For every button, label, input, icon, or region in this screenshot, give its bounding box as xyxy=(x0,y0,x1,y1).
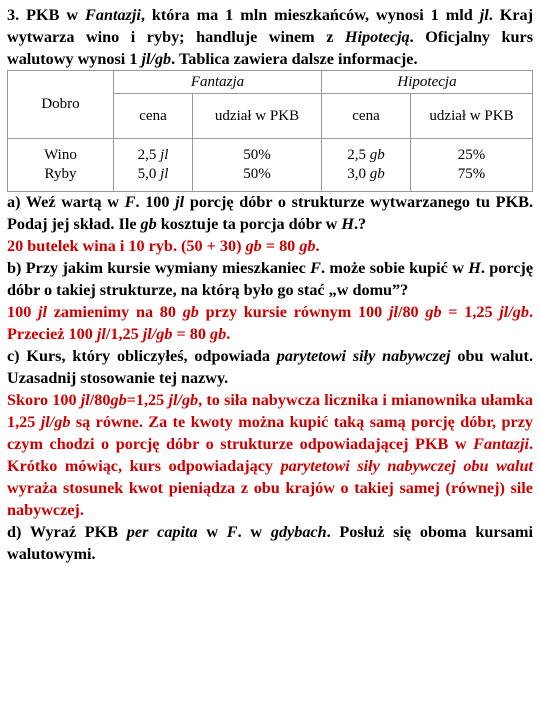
text-run: kosztuje ta porcja dóbr w xyxy=(156,215,342,233)
text-run: jl xyxy=(388,303,398,321)
good-name: Ryby xyxy=(44,166,77,182)
text-run: jl/gb xyxy=(142,325,173,343)
text-run: H xyxy=(341,215,354,233)
text-run: b) Przy jakim kursie wymiany mieszkaniec xyxy=(7,259,311,277)
text-run: Fantazji xyxy=(85,6,141,24)
text-run: Hipotecją xyxy=(344,28,410,46)
text-run: per capita xyxy=(126,523,198,541)
text-run: jl xyxy=(80,391,90,409)
text-run: gb xyxy=(182,303,199,321)
text-run: F xyxy=(226,523,238,541)
text-run: . Krótko mówiąc, kurs odpowiadający xyxy=(7,435,533,475)
question-paragraph xyxy=(7,521,533,565)
text-run: gb xyxy=(245,237,262,255)
goods-cell xyxy=(8,139,114,192)
shares-cell-2 xyxy=(411,139,533,192)
text-run: przy kursie równym 100 xyxy=(198,303,389,321)
text-run: . Kraj wytwarza wino i ryby; handluje winem z xyxy=(7,6,534,46)
text-run: . w xyxy=(237,523,271,541)
text-run: jl/gb xyxy=(499,303,529,321)
text-run: gb xyxy=(140,215,157,233)
text-run: jl/gb xyxy=(40,413,71,431)
text-run: wyraża stosunek kwot pieniądza z obu krajów o takiej samej (równej) sile nabywczej. xyxy=(7,479,533,519)
text-run: jl xyxy=(175,193,185,211)
share-value: 75% xyxy=(457,166,486,182)
document-page xyxy=(7,4,533,565)
price-unit: gb xyxy=(369,147,385,163)
text-run: H xyxy=(468,259,481,277)
text-run: jl xyxy=(38,303,48,321)
share-value: 50% xyxy=(243,147,271,163)
text-run: . Posłuż się oboma kursami walutowymi. xyxy=(7,523,533,563)
text-run: jl xyxy=(96,325,106,343)
text-run: . Tablica zawiera dalsze informacje. xyxy=(171,50,418,68)
text-run: = 80 xyxy=(261,237,300,255)
text-run: gb xyxy=(110,391,127,409)
text-run: F xyxy=(310,259,321,277)
answer-paragraph xyxy=(7,235,533,257)
text-run: d) Wyraź PKB xyxy=(7,523,127,541)
price-value: 2,5 xyxy=(347,147,366,163)
text-run: /80 xyxy=(89,391,111,409)
text-run: porcję dóbr o strukturze wytwarzanego tu PKB. Podaj jej skład. Ile xyxy=(7,193,534,233)
text-run: . 100 xyxy=(135,193,176,211)
text-run: . porcję dóbr o takiej strukturze, na którą było go stać „w domu”? xyxy=(7,259,534,299)
prices-cell-1 xyxy=(114,139,193,192)
text-run: Fantazji xyxy=(473,435,529,453)
header-country-1: Fantazja xyxy=(114,71,322,94)
text-run: . xyxy=(315,237,320,255)
text-run: jl xyxy=(479,6,489,24)
text-run: =1,25 xyxy=(126,391,169,409)
header-dobro: Dobro xyxy=(8,71,114,139)
header-share-1: udział w PKB xyxy=(193,94,322,139)
text-run: . xyxy=(226,325,231,343)
header-share-2: udział w PKB xyxy=(411,94,533,139)
question-paragraph xyxy=(7,191,533,235)
text-run: gb xyxy=(299,237,316,255)
text-run: jl/gb xyxy=(168,391,199,409)
text-run: = 80 xyxy=(172,325,210,343)
text-run: . może sobie kupić w xyxy=(320,259,469,277)
text-run: . Przecież 100 xyxy=(7,303,534,343)
text-run: gdybach xyxy=(270,523,327,541)
header-price-1: cena xyxy=(114,94,193,139)
text-run: 3. PKB w xyxy=(7,6,86,24)
share-value: 50% xyxy=(243,166,271,182)
text-run: 100 xyxy=(7,303,39,321)
text-run: gb xyxy=(425,303,442,321)
good-name: Wino xyxy=(44,147,77,163)
text-run: obu walut. Uzasadnij stosowanie tej nazwy. xyxy=(7,347,533,387)
problem-intro xyxy=(7,4,533,70)
text-run: gb xyxy=(210,325,227,343)
text-run: = 1,25 xyxy=(441,303,500,321)
price-unit: jl xyxy=(160,166,169,182)
shares-cell-1 xyxy=(193,139,322,192)
price-unit: jl xyxy=(160,147,169,163)
text-run: F xyxy=(124,193,136,211)
data-table xyxy=(7,70,533,192)
price-value: 5,0 xyxy=(137,166,157,182)
text-run: . Oficjalny kurs walutowy wynosi 1 xyxy=(7,28,533,68)
data-table-wrapper xyxy=(7,70,533,191)
answer-paragraph xyxy=(7,389,533,521)
header-country-2: Hipotecja xyxy=(322,71,533,94)
question-paragraph xyxy=(7,345,533,389)
text-run: zamienimy na 80 xyxy=(47,303,183,321)
text-run: parytetowi siły nabywczej xyxy=(276,347,451,365)
text-run: jl/gb xyxy=(141,50,172,68)
text-run: są równe. Za te kwoty można kupić taką samą porcję dóbr, przy czym chodzi o porcję dóbr o strukturze odpowiadającej PKB w xyxy=(7,413,533,453)
text-run: w xyxy=(197,523,227,541)
text-run: parytetowi siły nabywczej obu walut xyxy=(280,457,533,475)
text-run: a) Weź wartą w xyxy=(7,193,125,211)
prices-cell-2 xyxy=(322,139,411,192)
text-run: /80 xyxy=(397,303,426,321)
header-price-2: cena xyxy=(322,94,411,139)
price-value: 2,5 xyxy=(137,147,157,163)
text-run: 20 butelek wina i 10 ryb. (50 + 30) xyxy=(7,237,246,255)
text-run: Skoro 100 xyxy=(7,391,81,409)
share-value: 25% xyxy=(457,147,486,163)
text-run: , to siła nabywcza licznika i mianownika ułamka 1,25 xyxy=(7,391,533,431)
question-paragraph xyxy=(7,257,533,301)
text-run: /1,25 xyxy=(105,325,143,343)
questions-and-answers xyxy=(7,191,533,565)
text-run: .? xyxy=(353,215,367,233)
price-value: 3,0 xyxy=(347,166,366,182)
price-unit: gb xyxy=(369,166,385,182)
text-run: , która ma 1 mln mieszkańców, wynosi 1 mld xyxy=(140,6,480,24)
answer-paragraph xyxy=(7,301,533,345)
text-run: c) Kurs, który obliczyłeś, odpowiada xyxy=(7,347,277,365)
